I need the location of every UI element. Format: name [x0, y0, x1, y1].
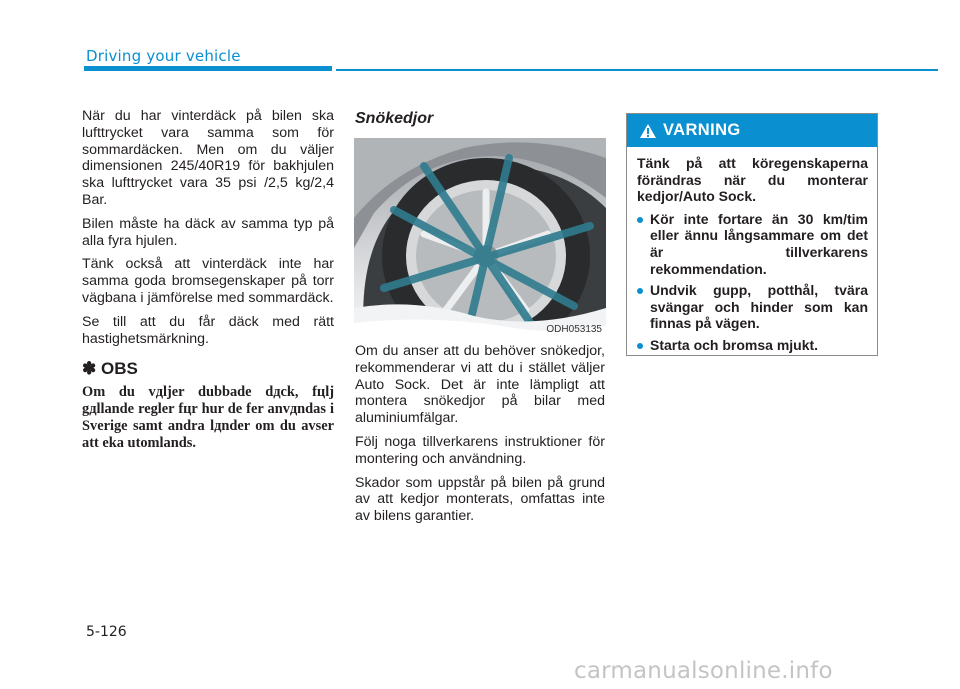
bullet-icon	[637, 217, 643, 223]
list-item	[637, 211, 868, 277]
wheel-figure	[354, 138, 606, 337]
warning-list	[637, 211, 868, 354]
warning-box	[626, 113, 878, 356]
left-column	[82, 108, 334, 459]
warning-body	[627, 147, 877, 354]
section-title: Snökedjor	[355, 110, 434, 127]
paragraph: Se till att du får däck med rätt hastighetsmärkning.	[82, 313, 334, 347]
wheel-with-snow-sock-illustration	[354, 138, 606, 337]
figure-code: ODH053135	[546, 324, 602, 335]
list-item	[637, 337, 868, 354]
warning-triangle-icon	[639, 123, 657, 139]
list-item	[637, 282, 868, 332]
header-rule-thick	[84, 66, 332, 71]
warning-title: VARNING	[663, 121, 741, 139]
watermark: carmanualsonline.info	[574, 658, 833, 684]
header-rule-thin	[336, 69, 938, 71]
paragraph: Följ noga tillverkarens instruktioner för montering och användning.	[355, 433, 605, 467]
note-text: Om du vдljer dubbade dдck, fцlj gдllande regler fцr hur de fеr anvдndas i Sverige samt andra lдnder om du avser att eka utomlands.	[82, 384, 334, 452]
warning-intro: Tänk på att köregenskaperna förändras när du monterar kedjor/Auto Sock.	[637, 155, 868, 205]
middle-column	[355, 343, 605, 532]
paragraph: Tänk också att vinterdäck inte har samma goda bromsegenskaper på torr vägbana i jämförelse med sommardäck.	[82, 256, 334, 306]
bullet-icon	[637, 288, 643, 294]
paragraph: Om du anser att du behöver snökedjor, rekommenderar vi att du i stället väljer Auto Sock. Det är inte lämpligt att montera snökedjor på bilar med aluminiumfälgar.	[355, 343, 605, 427]
page-number: 5-126	[86, 624, 127, 640]
bullet-icon	[637, 343, 643, 349]
list-item-text: Kör inte fortare än 30 km/tim eller ännu långsammare om det är tillverkarens rekommendation.	[650, 210, 868, 277]
paragraph: Bilen måste ha däck av samma typ på alla fyra hjulen.	[82, 215, 334, 249]
list-item-text: Undvik gupp, potthål, tvära svängar och hinder som kan finnas på vägen.	[650, 282, 868, 332]
warning-header	[627, 114, 877, 147]
paragraph: När du har vinterdäck på bilen ska lufttrycket vara samma som för sommardäcken. Men om du väljer dimensionen 245/40R19 för bakhjulen ska lufttrycket vara 35 psi /2,5 kg/2,4 Bar.	[82, 108, 334, 208]
note-title: ✽ OBS	[82, 359, 138, 379]
section-header: Driving your vehicle	[86, 47, 241, 65]
list-item-text: Starta och bromsa mjukt.	[650, 336, 819, 353]
paragraph: Skador som uppstår på bilen på grund av att kedjor monterats, omfattas inte av bilens garantier.	[355, 474, 605, 525]
